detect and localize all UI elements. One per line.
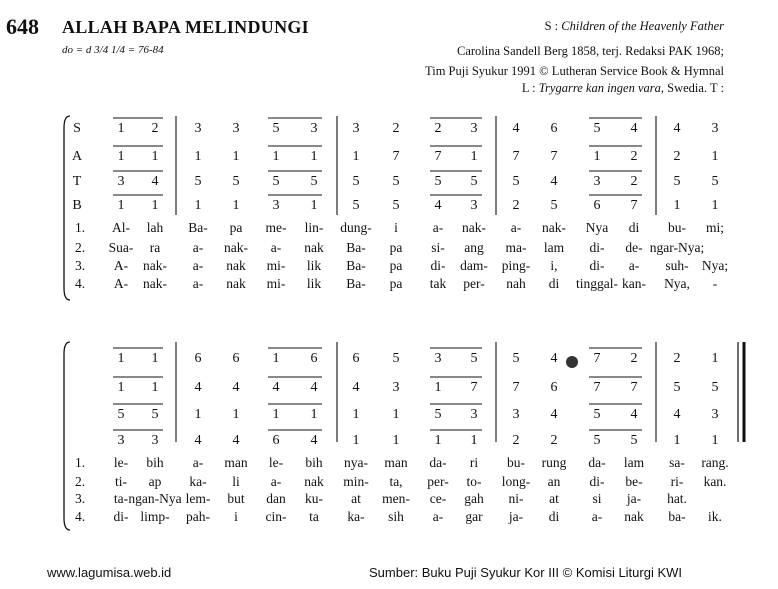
note-digit: 5 <box>711 174 719 189</box>
note-digit: 1 <box>392 433 400 448</box>
lyric-syllable: long- <box>501 474 531 489</box>
note-digit: 1 <box>673 198 681 213</box>
lyric-syllable: ka- <box>347 509 365 524</box>
lyric-syllable: nak- <box>224 240 248 255</box>
credit-line-4: L : Trygarre kan ingen vara, Swedia. T : <box>521 81 724 95</box>
lyric-syllable: ta, <box>389 474 403 489</box>
note-digit: 1 <box>117 380 125 395</box>
lyric-syllable: suh- <box>665 258 689 273</box>
note-digit: 4 <box>232 380 240 395</box>
note-digit: 2 <box>550 433 558 448</box>
note-digit: 1 <box>272 149 280 164</box>
lyric-syllable: bu- <box>668 220 686 235</box>
note-digit: 1 <box>392 407 400 422</box>
lyric-syllable: di <box>628 220 640 235</box>
note-digit: 2 <box>630 351 638 366</box>
lyric-syllable: pa <box>389 258 403 273</box>
note-digit: 5 <box>470 174 478 189</box>
system-2-bracket <box>64 342 70 530</box>
lyric-syllable: to- <box>466 474 482 489</box>
note-digit: 3 <box>470 407 478 422</box>
fermata-dot <box>566 356 578 368</box>
note-digit: 3 <box>117 433 125 448</box>
note-digit: 4 <box>673 407 681 422</box>
lyric-syllable: A- <box>113 276 129 291</box>
note-digit: 5 <box>711 380 719 395</box>
lyric-syllable: ping- <box>501 258 531 273</box>
note-digit: 3 <box>512 407 520 422</box>
note-digit: 1 <box>272 351 280 366</box>
lyric-syllable: Nya, <box>664 276 690 291</box>
lyric-syllable: dan <box>266 491 286 506</box>
lyric-syllable: man <box>384 455 408 470</box>
note-digit: 5 <box>352 198 360 213</box>
note-digit: 1 <box>711 433 719 448</box>
note-digit: 1 <box>593 149 601 164</box>
lyric-syllable: sih <box>388 509 404 524</box>
note-digit: 1 <box>117 198 125 213</box>
lyric-syllable: nak <box>624 509 644 524</box>
note-digit: 6 <box>550 121 558 136</box>
note-digit: 3 <box>194 121 202 136</box>
note-digit: 3 <box>352 121 360 136</box>
note-digit: 3 <box>151 433 159 448</box>
lyric-syllable: le- <box>268 455 284 470</box>
lyric-syllable: a- <box>510 220 522 235</box>
lyric-syllable: le- <box>113 455 129 470</box>
note-digit: 4 <box>272 380 280 395</box>
lyric-syllable: di- <box>589 474 605 489</box>
lyric-syllable: be- <box>625 474 643 489</box>
note-digit: 1 <box>194 149 202 164</box>
note-digit: 5 <box>151 407 159 422</box>
source-credit: Sumber: Buku Puji Syukur Kor III © Komisi Liturgi KWI <box>369 565 683 580</box>
note-digit: 6 <box>593 198 601 213</box>
lyric-syllable: lik <box>306 258 322 273</box>
note-digit: 5 <box>593 121 601 136</box>
note-digit: 7 <box>593 351 601 366</box>
lyric-syllable: bih <box>146 455 164 470</box>
note-digit: 1 <box>151 351 159 366</box>
lyric-syllable: nak- <box>542 220 566 235</box>
hymn-title: ALLAH BAPA MELINDUNGI <box>62 17 309 37</box>
lyric-syllable: ik. <box>708 509 722 524</box>
lyric-syllable: bih <box>305 455 323 470</box>
lyric-syllable: Ba- <box>188 220 208 235</box>
note-digit: 2 <box>673 149 681 164</box>
note-digit: 7 <box>512 149 520 164</box>
note-digit: 1 <box>711 149 719 164</box>
note-digit: 3 <box>434 351 442 366</box>
voice-label-A: A <box>71 149 83 164</box>
note-digit: 4 <box>434 198 442 213</box>
note-digit: 3 <box>117 174 125 189</box>
note-digit: 3 <box>711 407 719 422</box>
lyric-syllable: nak <box>304 240 324 255</box>
lyric-syllable: Ba- <box>346 258 366 273</box>
lyric-syllable: ta- <box>113 491 129 506</box>
credit-line-1: S : Children of the Heavenly Father <box>544 19 724 33</box>
note-digit: 1 <box>272 407 280 422</box>
note-digit: 5 <box>272 121 280 136</box>
lyric-syllable: ngar-Nya; <box>649 240 705 255</box>
verse-number: 3. <box>74 258 86 273</box>
lyric-syllable: nya- <box>344 455 368 470</box>
lyric-syllable: di- <box>589 258 605 273</box>
lyric-syllable: a- <box>628 258 640 273</box>
lyric-syllable: ap <box>148 474 162 489</box>
note-digit: 1 <box>310 149 318 164</box>
lyric-syllable: pa <box>229 220 243 235</box>
lyric-syllable: di- <box>113 509 129 524</box>
lyric-syllable: bu- <box>507 455 525 470</box>
note-digit: 3 <box>232 121 240 136</box>
verse-number: 1. <box>74 455 86 470</box>
note-digit: 5 <box>352 174 360 189</box>
credit-line-3: Tim Puji Syukur 1991 © Lutheran Service Book & Hymnal <box>425 64 724 78</box>
lyric-syllable: tak <box>429 276 447 291</box>
note-digit: 1 <box>310 407 318 422</box>
lyric-syllable: ngan-Nya <box>128 491 182 506</box>
lyric-syllable: mi; <box>705 220 725 235</box>
note-digit: 2 <box>673 351 681 366</box>
lyric-syllable: kan. <box>703 474 727 489</box>
note-digit: 1 <box>232 407 240 422</box>
note-digit: 2 <box>512 433 520 448</box>
lyric-syllable: but <box>227 491 245 506</box>
lyric-syllable: man <box>224 455 248 470</box>
lyric-syllable: lam <box>543 240 565 255</box>
lyric-syllable: hat. <box>667 491 687 506</box>
note-digit: 4 <box>673 121 681 136</box>
note-digit: 1 <box>117 351 125 366</box>
note-digit: 1 <box>117 121 125 136</box>
lyric-syllable: lik <box>306 276 322 291</box>
note-digit: 1 <box>194 407 202 422</box>
lyric-syllable: ra <box>149 240 161 255</box>
note-digit: 1 <box>352 407 360 422</box>
note-digit: 2 <box>151 121 159 136</box>
note-digit: 5 <box>673 174 681 189</box>
note-digit: 5 <box>630 433 638 448</box>
lyric-syllable: nak- <box>143 258 167 273</box>
note-digit: 4 <box>151 174 159 189</box>
verse-number: 2. <box>74 240 86 255</box>
lyric-syllable: rung <box>541 455 567 470</box>
note-digit: 6 <box>352 351 360 366</box>
note-digit: 3 <box>470 198 478 213</box>
note-digit: 5 <box>512 351 520 366</box>
lyric-syllable: tinggal- <box>576 276 618 291</box>
verse-number: 4. <box>74 276 86 291</box>
lyric-syllable: da- <box>429 455 447 470</box>
lyric-syllable: ta <box>309 509 319 524</box>
note-digit: 4 <box>194 380 202 395</box>
note-digit: 7 <box>593 380 601 395</box>
note-digit: 1 <box>232 149 240 164</box>
lyric-syllable: - <box>712 276 718 291</box>
lyric-syllable: nah <box>506 276 526 291</box>
lyric-syllable: sa- <box>669 455 685 470</box>
note-digit: 7 <box>392 149 400 164</box>
note-digit: 6 <box>272 433 280 448</box>
note-digit: 3 <box>272 198 280 213</box>
lyric-syllable: lin- <box>304 220 324 235</box>
note-digit: 4 <box>352 380 360 395</box>
note-digit: 7 <box>630 198 638 213</box>
note-digit: 5 <box>272 174 280 189</box>
lyric-syllable: at <box>549 491 559 506</box>
lyric-syllable: Nya <box>585 220 609 235</box>
lyric-syllable: mi- <box>266 276 286 291</box>
lyric-syllable: si- <box>431 240 445 255</box>
lyric-syllable: a- <box>192 276 204 291</box>
lyric-syllable: si <box>592 491 602 506</box>
note-digit: 7 <box>434 149 442 164</box>
lyric-syllable: i, <box>550 258 558 273</box>
lyric-syllable: pa <box>389 276 403 291</box>
lyric-syllable: Nya; <box>701 258 729 273</box>
lyric-syllable: pa <box>389 240 403 255</box>
note-digit: 6 <box>232 351 240 366</box>
lyric-syllable: da- <box>588 455 606 470</box>
lyric-syllable: A- <box>113 258 129 273</box>
lyric-syllable: limp- <box>140 509 170 524</box>
note-digit: 4 <box>512 121 520 136</box>
note-digit: 4 <box>232 433 240 448</box>
note-digit: 5 <box>673 380 681 395</box>
verse-number: 3. <box>74 491 86 506</box>
note-digit: 1 <box>352 433 360 448</box>
note-digit: 4 <box>630 407 638 422</box>
note-digit: 5 <box>470 351 478 366</box>
lyric-syllable: per- <box>463 276 485 291</box>
note-digit: 1 <box>151 198 159 213</box>
note-digit: 2 <box>630 149 638 164</box>
lyric-syllable: kan- <box>622 276 646 291</box>
lyric-syllable: ni- <box>508 491 524 506</box>
note-digit: 5 <box>593 433 601 448</box>
lyric-syllable: nak <box>226 276 246 291</box>
note-digit: 1 <box>470 433 478 448</box>
lyric-syllable: i <box>234 509 238 524</box>
lyric-syllable: men- <box>382 491 410 506</box>
note-digit: 2 <box>392 121 400 136</box>
lyric-syllable: di- <box>589 240 605 255</box>
key-tempo: do = d 3/4 1/4 = 76-84 <box>62 44 164 56</box>
credit-line-2: Carolina Sandell Berg 1858, terj. Redaksi PAK 1968; <box>457 44 724 58</box>
lyric-syllable: nak- <box>462 220 486 235</box>
note-digit: 7 <box>512 380 520 395</box>
lyric-syllable: mi- <box>266 258 286 273</box>
note-digit: 1 <box>151 149 159 164</box>
note-digit: 7 <box>470 380 478 395</box>
website-credit[interactable]: www.lagumisa.web.id <box>47 565 172 580</box>
system-1-bracket <box>64 116 70 300</box>
note-digit: 2 <box>512 198 520 213</box>
lyric-syllable: ri <box>469 455 479 470</box>
note-digit: 5 <box>117 407 125 422</box>
note-digit: 1 <box>434 380 442 395</box>
note-digit: 5 <box>194 174 202 189</box>
note-digit: 6 <box>310 351 318 366</box>
note-digit: 5 <box>310 174 318 189</box>
note-digit: 1 <box>151 380 159 395</box>
lyric-syllable: ri- <box>670 474 684 489</box>
lyric-syllable: di <box>548 276 560 291</box>
lyric-syllable: Sua- <box>108 240 134 255</box>
note-digit: 4 <box>630 121 638 136</box>
verse-number: 4. <box>74 509 86 524</box>
lyric-syllable: at <box>351 491 361 506</box>
note-digit: 4 <box>550 174 558 189</box>
lyric-syllable: rang. <box>701 455 729 470</box>
note-digit: 4 <box>310 433 318 448</box>
note-digit: 5 <box>434 407 442 422</box>
note-digit: 4 <box>194 433 202 448</box>
note-digit: 1 <box>673 433 681 448</box>
lyric-syllable: dung- <box>340 220 372 235</box>
note-digit: 5 <box>434 174 442 189</box>
note-digit: 1 <box>117 149 125 164</box>
note-digit: 1 <box>470 149 478 164</box>
note-digit: 4 <box>550 351 558 366</box>
note-digit: 6 <box>550 380 558 395</box>
lyric-syllable: a- <box>270 474 282 489</box>
note-digit: 5 <box>550 198 558 213</box>
note-digit: 1 <box>434 433 442 448</box>
lyric-syllable: Al- <box>112 220 130 235</box>
lyric-syllable: dam- <box>460 258 488 273</box>
lyric-syllable: a- <box>192 240 204 255</box>
lyric-syllable: li <box>232 474 240 489</box>
lyric-syllable: de- <box>625 240 643 255</box>
lyric-syllable: a- <box>270 240 282 255</box>
note-digit: 5 <box>392 198 400 213</box>
lyric-syllable: ba- <box>668 509 686 524</box>
hymn-number: 648 <box>6 14 39 39</box>
lyric-syllable: Ba- <box>346 240 366 255</box>
lyric-syllable: nak <box>304 474 324 489</box>
note-digit: 1 <box>232 198 240 213</box>
note-digit: 1 <box>711 351 719 366</box>
note-digit: 5 <box>232 174 240 189</box>
note-digit: 4 <box>310 380 318 395</box>
note-digit: 5 <box>392 351 400 366</box>
note-digit: 5 <box>512 174 520 189</box>
lyric-syllable: ku- <box>305 491 323 506</box>
lyric-syllable: a- <box>192 455 204 470</box>
lyric-syllable: i <box>394 220 398 235</box>
note-digit: 3 <box>470 121 478 136</box>
lyric-syllable: di <box>548 509 560 524</box>
lyric-syllable: a- <box>432 509 444 524</box>
lyric-syllable: me- <box>265 220 287 235</box>
lyric-syllable: a- <box>591 509 603 524</box>
note-digit: 1 <box>310 198 318 213</box>
note-digit: 3 <box>593 174 601 189</box>
lyric-syllable: lah <box>146 220 164 235</box>
lyric-syllable: ce- <box>429 491 447 506</box>
lyric-syllable: lam <box>623 455 645 470</box>
lyric-syllable: gar <box>465 509 483 524</box>
lyric-syllable: nak <box>226 258 246 273</box>
lyric-syllable: ja- <box>626 491 642 506</box>
note-digit: 4 <box>550 407 558 422</box>
lyric-syllable: nak- <box>143 276 167 291</box>
lyric-syllable: min- <box>343 474 369 489</box>
lyric-syllable: di- <box>430 258 446 273</box>
lyric-syllable: gah <box>464 491 484 506</box>
verse-number: 1. <box>74 220 86 235</box>
lyric-syllable: ang <box>464 240 484 255</box>
voice-label-T: T <box>72 174 82 189</box>
lyric-syllable: ka- <box>189 474 207 489</box>
lyric-syllable: ma- <box>505 240 527 255</box>
lyric-syllable: cin- <box>265 509 287 524</box>
lyric-syllable: a- <box>192 258 204 273</box>
lyric-syllable: Ba- <box>346 276 366 291</box>
note-digit: 2 <box>630 174 638 189</box>
voice-label-S: S <box>73 121 81 136</box>
note-digit: 5 <box>392 174 400 189</box>
note-digit: 7 <box>630 380 638 395</box>
note-digit: 3 <box>392 380 400 395</box>
note-digit: 3 <box>711 121 719 136</box>
lyric-syllable: pah- <box>186 509 210 524</box>
note-digit: 6 <box>194 351 202 366</box>
note-digit: 3 <box>310 121 318 136</box>
lyric-syllable: lem- <box>185 491 211 506</box>
lyric-syllable: per- <box>427 474 449 489</box>
voice-label-B: B <box>72 198 82 213</box>
lyric-syllable: ti- <box>115 474 127 489</box>
note-digit: 1 <box>194 198 202 213</box>
lyric-syllable: ja- <box>508 509 524 524</box>
note-digit: 5 <box>593 407 601 422</box>
note-digit: 1 <box>352 149 360 164</box>
lyric-syllable: a- <box>432 220 444 235</box>
verse-number: 2. <box>74 474 86 489</box>
lyric-syllable: an <box>547 474 561 489</box>
note-digit: 2 <box>434 121 442 136</box>
note-digit: 1 <box>711 198 719 213</box>
note-digit: 7 <box>550 149 558 164</box>
